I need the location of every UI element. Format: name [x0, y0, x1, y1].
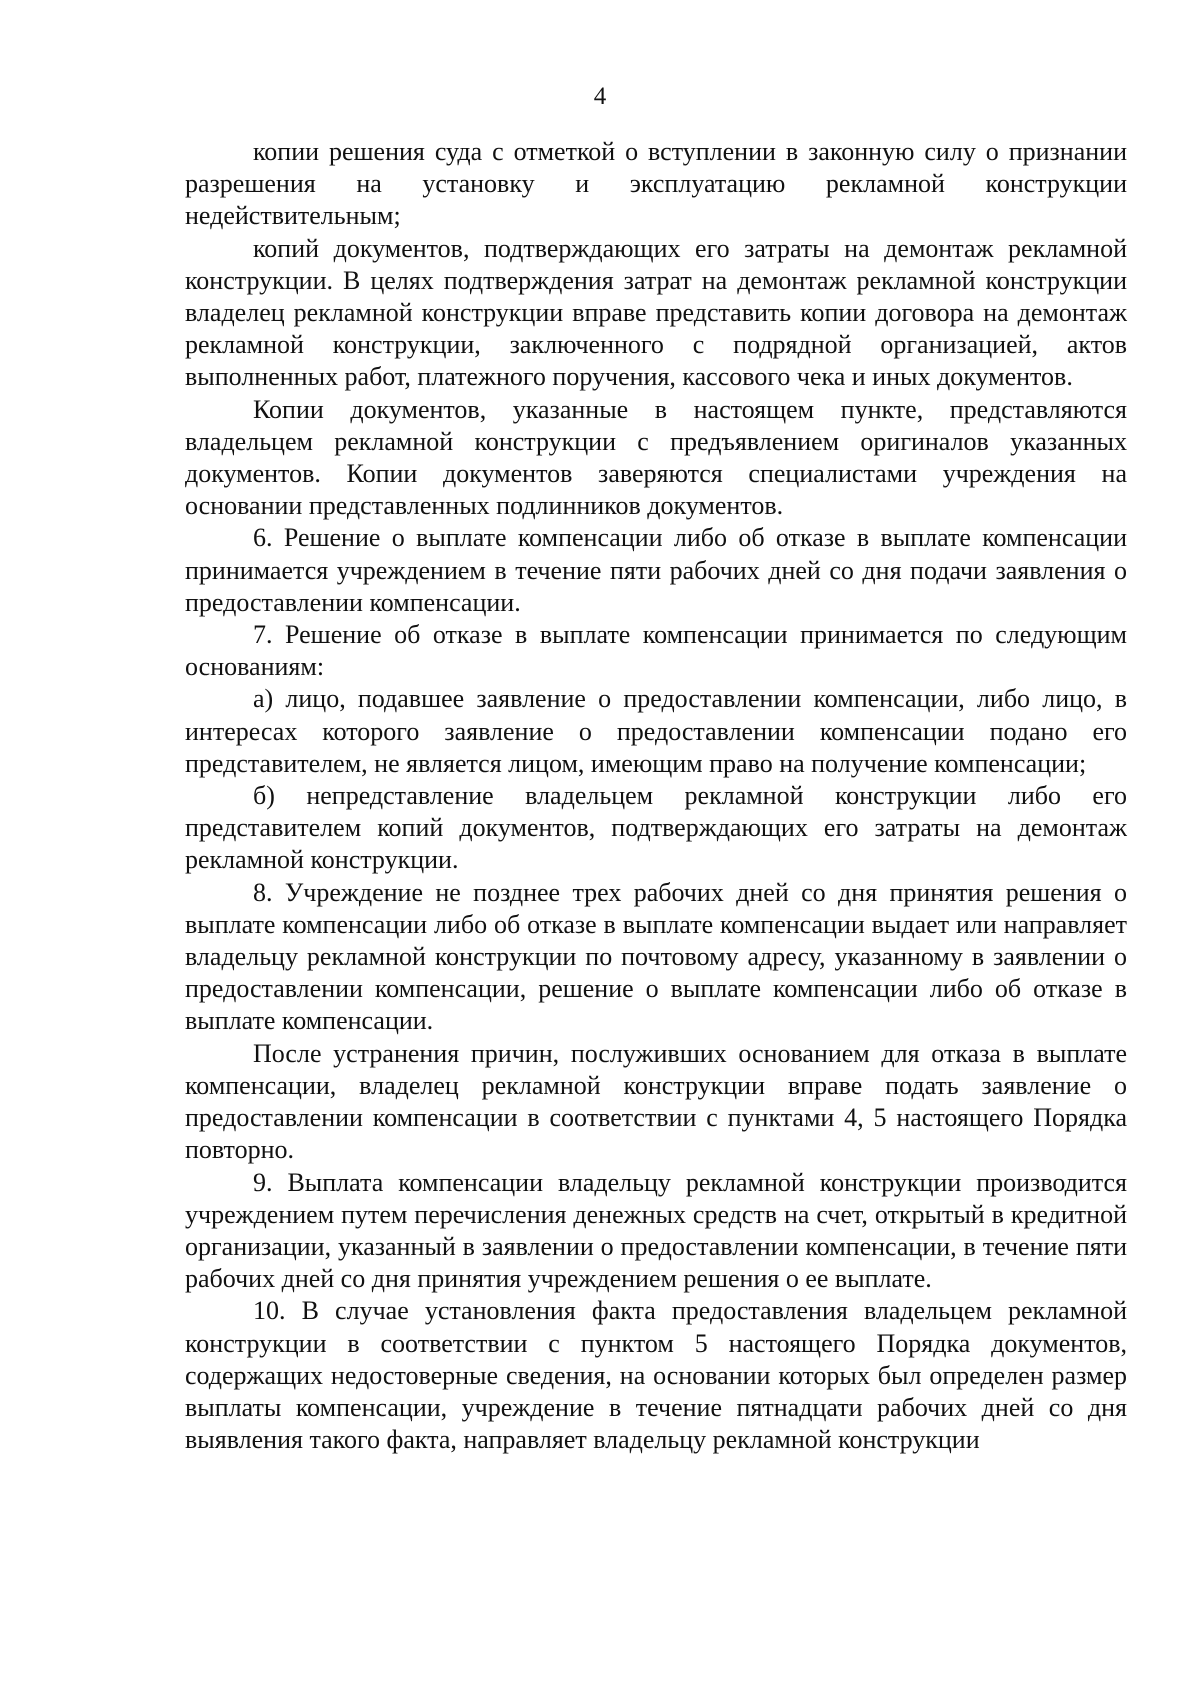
page-number: 4 — [593, 83, 607, 110]
paragraph-item-7b: б) непредставление владельцем рекламной конструкции либо его представителем копий документов, подтверждающих его затраты на демонтаж рекламной конструкции. — [185, 781, 1127, 875]
paragraph-item-7: 7. Решение об отказе в выплате компенсации принимается по следующим основаниям: — [185, 620, 1127, 682]
paragraph-court-decision-copy: копии решения суда с отметкой о вступлении в законную силу о признании разрешения на установку и эксплуатацию рекламной конструкции недействительным; — [185, 137, 1127, 231]
paragraph-item-10: 10. В случае установления факта предоставления владельцем рекламной конструкции в соответствии с пунктом 5 настоящего Порядка документов, содержащих недостоверные сведения, на основании которых был определен размер выплаты компенсации, учреждение в течение пятнадцати рабочих дней со дня выявления такого факта, направляет владельцу рекламной конструкции — [185, 1296, 1127, 1455]
document-body — [185, 136, 1127, 1456]
paragraph-item-6: 6. Решение о выплате компенсации либо об отказе в выплате компенсации принимается учреждением в течение пяти рабочих дней со дня подачи заявления о предоставлении компенсации. — [185, 523, 1127, 617]
paragraph-document-copies: Копии документов, указанные в настоящем пункте, представляются владельцем рекламной конструкции с предъявлением оригиналов указанных документов. Копии документов заверяются специалистами учреждения на основании представленных подлинников документов. — [185, 394, 1127, 521]
paragraph-item-8: 8. Учреждение не позднее трех рабочих дней со дня принятия решения о выплате компенсации либо об отказе в выплате компенсации выдает или направляет владельцу рекламной конструкции по почтовому адресу, указанному в заявлении о предоставлении компенсации, решение о выплате компенсации либо об отказе в выплате компенсации. — [185, 877, 1127, 1036]
paragraph-item-7a: а) лицо, подавшее заявление о предоставлении компенсации, либо лицо, в интересах которого заявление о предоставлении компенсации подано его представителем, не является лицом, имеющим право на получение компенсации; — [185, 684, 1127, 778]
paragraph-expense-documents: копий документов, подтверждающих его затраты на демонтаж рекламной конструкции. В целях подтверждения затрат на демонтаж рекламной конструкции владелец рекламной конструкции вправе представить копии договора на демонтаж рекламной конструкции, заключенного с подрядной организацией, актов выполненных работ, платежного поручения, кассового чека и иных документов. — [185, 233, 1127, 392]
paragraph-resubmission: После устранения причин, послуживших основанием для отказа в выплате компенсации, владелец рекламной конструкции вправе подать заявление о предоставлении компенсации в соответствии с пунктами 4, 5 настоящего Порядка повторно. — [185, 1038, 1127, 1165]
paragraph-item-9: 9. Выплата компенсации владельцу рекламной конструкции производится учреждением путем перечисления денежных средств на счет, открытый в кредитной организации, указанный в заявлении о предоставлении компенсации, в течение пяти рабочих дней со дня принятия учреждением решения о ее выплате. — [185, 1167, 1127, 1294]
